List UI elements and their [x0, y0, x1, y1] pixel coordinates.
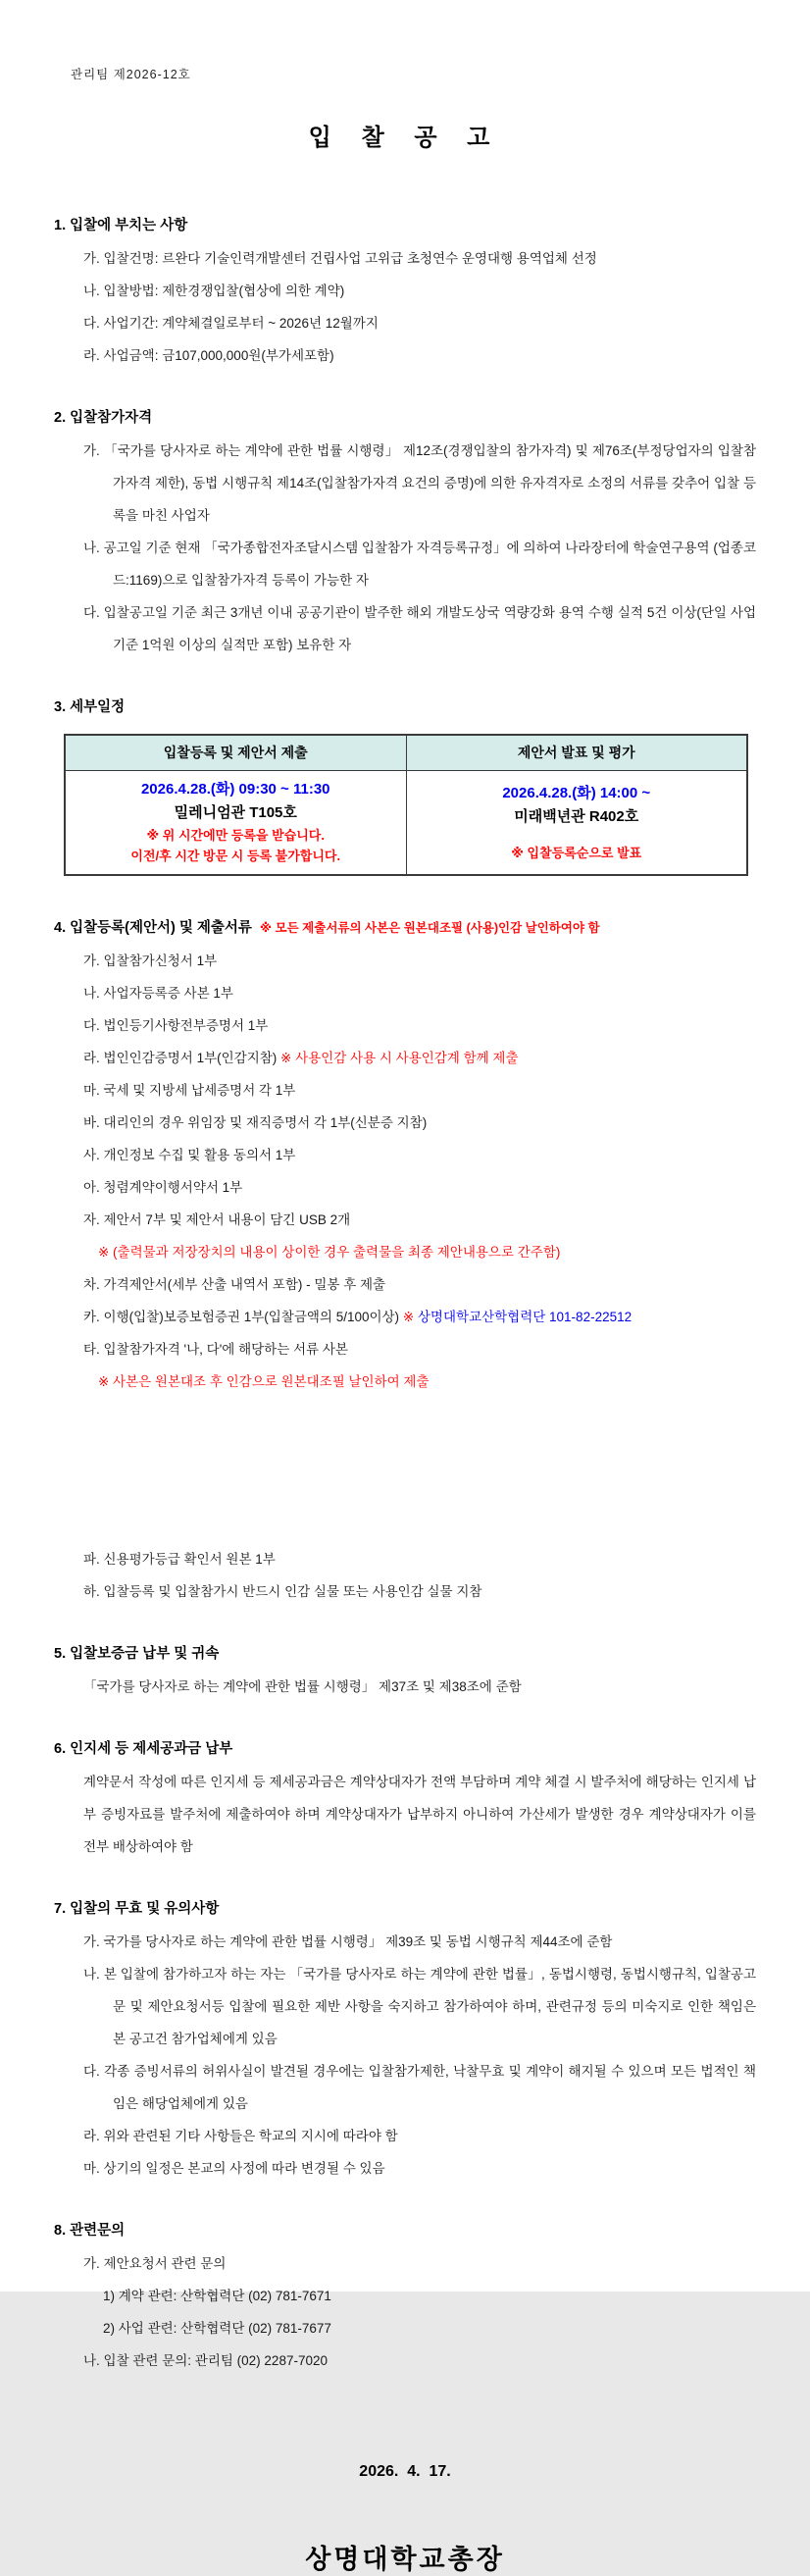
table-cell-presentation — [406, 771, 747, 876]
inline-red-mark: ※ — [402, 1310, 418, 1324]
list-item: 나. 본 입찰에 참가하고자 하는 자는 「국가를 당사자로 하는 계약에 관한 법률」, 동법시행령, 동법시행규칙, 입찰공고문 및 제안요청서등 입찰에 필요한 제반 사항을 숙지하고 참가하여야 하며, 관련규정 등의 미숙지로 인한 책임은 본 공고건 참가업체에게 있음 — [83, 1967, 756, 2046]
section-4 — [54, 911, 756, 1608]
list-item: 나. 입찰 관련 문의: 관리팀 (02) 2287-7020 — [83, 2353, 328, 2368]
list-item: 나. 공고일 기준 현재 「국가종합전자조달시스템 입찰참가 자격등록규정」에 의하여 나라장터에 학술연구용역 (업종코드:1169)으로 입찰참가자격 등록이 가능한 자 — [83, 541, 756, 588]
list-item: 카. 이행(입찰)보증보험증권 1부(입찰금액의 5/100이상) ※ 상명대학교산학협력단 101-82-22512 — [83, 1310, 633, 1324]
list-item: 가. 입찰건명: 르완다 기술인력개발센터 건립사업 고위급 초청연수 운영대행 용역업체 선정 — [83, 251, 597, 266]
presentation-datetime: 2026.4.28.(화) 14:00 ~ — [502, 784, 651, 801]
contact-line: 1) 계약 관련: 산학협력단 (02) 781-7671 — [103, 2289, 331, 2303]
registration-note-2: 이전/후 시간 방문 시 등록 불가합니다. — [130, 849, 341, 863]
contact-line: 2) 사업 관련: 산학협력단 (02) 781-7677 — [103, 2321, 331, 2336]
table-body-row — [65, 771, 747, 876]
red-note-line: ※ (출력물과 저장장치의 내용이 상이한 경우 출력물을 최종 제안내용으로 간주함) — [98, 1245, 561, 1260]
red-note-line: ※ 사본은 원본대조 후 인감으로 원본대조필 날인하여 제출 — [98, 1374, 430, 1389]
list-item: 다. 사업기간: 계약체결일로부터 ~ 2026년 12월까지 — [83, 316, 379, 331]
doc-body — [54, 209, 756, 2377]
list-item: 아. 청렴계약이행서약서 1부 — [83, 1180, 243, 1195]
list-item: 타. 입찰참가자격 '나, 다'에 해당하는 서류 사본 — [83, 1342, 348, 1357]
list-item: 자. 제안서 7부 및 제안서 내용이 담긴 USB 2개 — [83, 1212, 351, 1227]
list-item: 하. 입찰등록 및 입찰참가시 반드시 인감 실물 또는 사용인감 실물 지참 — [83, 1584, 482, 1599]
schedule-table — [64, 734, 748, 876]
section-6-body: 계약문서 작성에 따른 인지세 등 제세공과금은 계약상대자가 전액 부담하며 계약 체결 시 발주처에 해당하는 인지세 납부 증빙자료를 발주처에 제출하여야 하며 계약상대자가 납부하지 아니하여 가산세가 발생한 경우 계약상대자가 이를 전부 배상하여야 함 — [83, 1775, 756, 1854]
list-item: 라. 위와 관련된 기타 사항들은 학교의 지시에 따라야 함 — [83, 2129, 398, 2143]
list-item: 나. 사업자등록증 사본 1부 — [83, 986, 233, 1001]
table-header-cell-registration: 입찰등록 및 제안서 제출 — [65, 735, 406, 771]
section-4-heading — [54, 911, 756, 945]
list-item: 가. 입찰참가신청서 1부 — [83, 953, 218, 968]
list-item: 가. 제안요청서 관련 문의 — [83, 2256, 227, 2271]
section-8 — [54, 2214, 756, 2377]
presentation-note: ※ 입찰등록순으로 발표 — [511, 845, 642, 860]
section-6-heading: 6. 인지세 등 제세공과금 납부 — [54, 1741, 233, 1757]
list-item: 라. 법인인감증명서 1부(인감지참) ※ 사용인감 사용 시 사용인감계 함께 제출 — [83, 1051, 519, 1065]
registration-datetime: 2026.4.28.(화) 09:30 ~ 11:30 — [140, 781, 330, 798]
section-7-heading: 7. 입찰의 무효 및 유의사항 — [54, 1901, 220, 1917]
doc-ref-number: 관리팀 제2026-12호 — [71, 68, 191, 81]
section-7 — [54, 1892, 756, 2185]
section-5 — [54, 1637, 756, 1703]
list-item: 다. 각종 증빙서류의 허위사실이 발견될 경우에는 입찰참가제한, 낙찰무효 및 계약이 해지될 수 있으며 모든 법적인 책임은 해당업체에게 있음 — [83, 2064, 756, 2111]
list-item: 바. 대리인의 경우 위임장 및 재직증명서 각 1부(신분증 지참) — [83, 1115, 428, 1130]
section-4-heading-text: 4. 입찰등록(제안서) 및 제출서류 — [54, 920, 252, 936]
doc-title: 입 찰 공 고 — [308, 125, 502, 151]
section-2 — [54, 401, 756, 661]
section-8-heading: 8. 관련문의 — [54, 2223, 126, 2239]
table-header-cell-presentation: 제안서 발표 및 평가 — [406, 735, 747, 771]
section-5-body: 「국가를 당사자로 하는 계약에 관한 법률 시행령」 제37조 및 제38조에 준함 — [83, 1679, 522, 1694]
list-item: 라. 사업금액: 금107,000,000원(부가세포함) — [83, 348, 334, 363]
table-header-row — [65, 735, 747, 771]
list-item: 나. 입찰방법: 제한경쟁입찰(협상에 의한 계약) — [83, 283, 345, 298]
section-3 — [54, 691, 756, 876]
section-3-heading: 3. 세부일정 — [54, 699, 126, 715]
list-item: 마. 상기의 일정은 본교의 사정에 따라 변경될 수 있음 — [83, 2161, 385, 2176]
section-4-heading-note: ※ 모든 제출서류의 사본은 원본대조필 (사용)인감 날인하여야 함 — [259, 921, 600, 935]
list-item: 마. 국세 및 지방세 납세증명서 각 1부 — [83, 1083, 296, 1098]
list-item: 파. 신용평가등급 확인서 원본 1부 — [83, 1552, 276, 1567]
list-item: 차. 가격제안서(세부 산출 내역서 포함) - 밀봉 후 제출 — [83, 1277, 386, 1292]
section-2-heading: 2. 입찰참가자격 — [54, 410, 153, 426]
inline-red-note: ※ 사용인감 사용 시 사용인감계 함께 제출 — [280, 1051, 519, 1065]
table-cell-registration — [65, 771, 406, 876]
list-item: 가. 국가를 당사자로 하는 계약에 관한 법률 시행령」 제39조 및 동법 시행규칙 제44조에 준함 — [83, 1934, 613, 1949]
section-1-heading: 1. 입찰에 부치는 사항 — [54, 218, 188, 233]
section-5-heading: 5. 입찰보증금 납부 및 귀속 — [54, 1646, 220, 1662]
registration-place: 밀레니엄관 T105호 — [174, 804, 297, 821]
page-break-gap — [54, 1398, 756, 1543]
list-item: 다. 입찰공고일 기준 최근 3개년 이내 공공기관이 발주한 해외 개발도상국 역량강화 용역 수행 실적 5건 이상(단일 사업 기준 1억원 이상의 실적만 포함) 보유한 자 — [83, 605, 756, 652]
announcement-date: 2026. 4. 17. — [359, 2463, 451, 2480]
inline-blue-note: 상명대학교산학협력단 101-82-22512 — [417, 1310, 633, 1324]
list-item: 사. 개인정보 수집 및 활용 동의서 1부 — [83, 1148, 296, 1162]
list-item: 가. 「국가를 당사자로 하는 계약에 관한 법률 시행령」 제12조(경쟁입찰의 참가자격) 및 제76조(부정당업자의 입찰참가자격 제한), 동법 시행규칙 제14조(입찰참가자격 요건의 증명)에 의한 유자격자로 소정의 서류를 갖추어 입찰 등록을 마친 사업자 — [83, 443, 756, 523]
list-item: 다. 법인등기사항전부증명서 1부 — [83, 1018, 269, 1033]
section-1 — [54, 209, 756, 372]
registration-note-1: ※ 위 시간에만 등록을 받습니다. — [146, 828, 325, 843]
issuer-signature: 상명대학교총장 — [305, 2545, 505, 2574]
presentation-place: 미래백년관 R402호 — [514, 807, 639, 825]
section-6 — [54, 1732, 756, 1863]
